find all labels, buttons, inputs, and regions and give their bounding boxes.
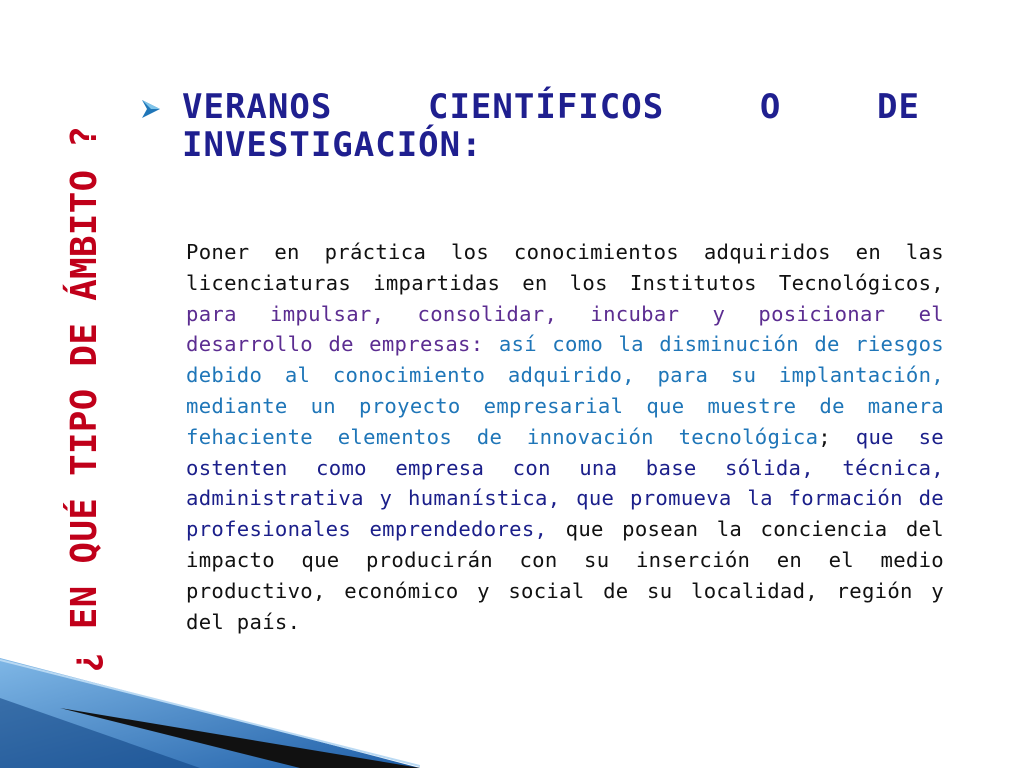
body-paragraph (186, 237, 944, 637)
body-segment-purpose: para impulsar, consolidar, incubar y posicionar el desarrollo de empresas: (186, 301, 944, 357)
arrow-bullet-icon (140, 98, 162, 120)
side-title (18, 118, 148, 678)
side-title-graphic (18, 118, 148, 678)
body-segment-risk: así como la disminución de riesgos debido al conocimiento adquirido, para su implantación, mediante un proyecto empresarial que muestre de manera fehaciente elementos de innovación tecnológica (186, 332, 945, 449)
body-segment-impact: que posean la conciencia del impacto que producirán con su inserción en el medio productivo, económico y social de su localidad, región y del país. (186, 517, 944, 634)
corner-decoration (0, 638, 420, 768)
body-segment-company: que se ostenten como empresa con una base sólida, técnica, administrativa y humanística, que promueva la formación de profesionales emprendedores, (186, 424, 944, 542)
side-title-text: ¿ EN QUÉ TIPO DE ÁMBITO ? (64, 123, 105, 673)
slide-heading: VERANOS CIENTÍFICOS O DE INVESTIGACIÓN: (182, 87, 920, 165)
body-segment-separator: ; (818, 424, 856, 449)
body-segment-intro: Poner en práctica los conocimientos adquiridos en las licenciaturas impartidas en los Institutos Tecnológicos, (186, 240, 944, 295)
heading-row (140, 88, 920, 164)
